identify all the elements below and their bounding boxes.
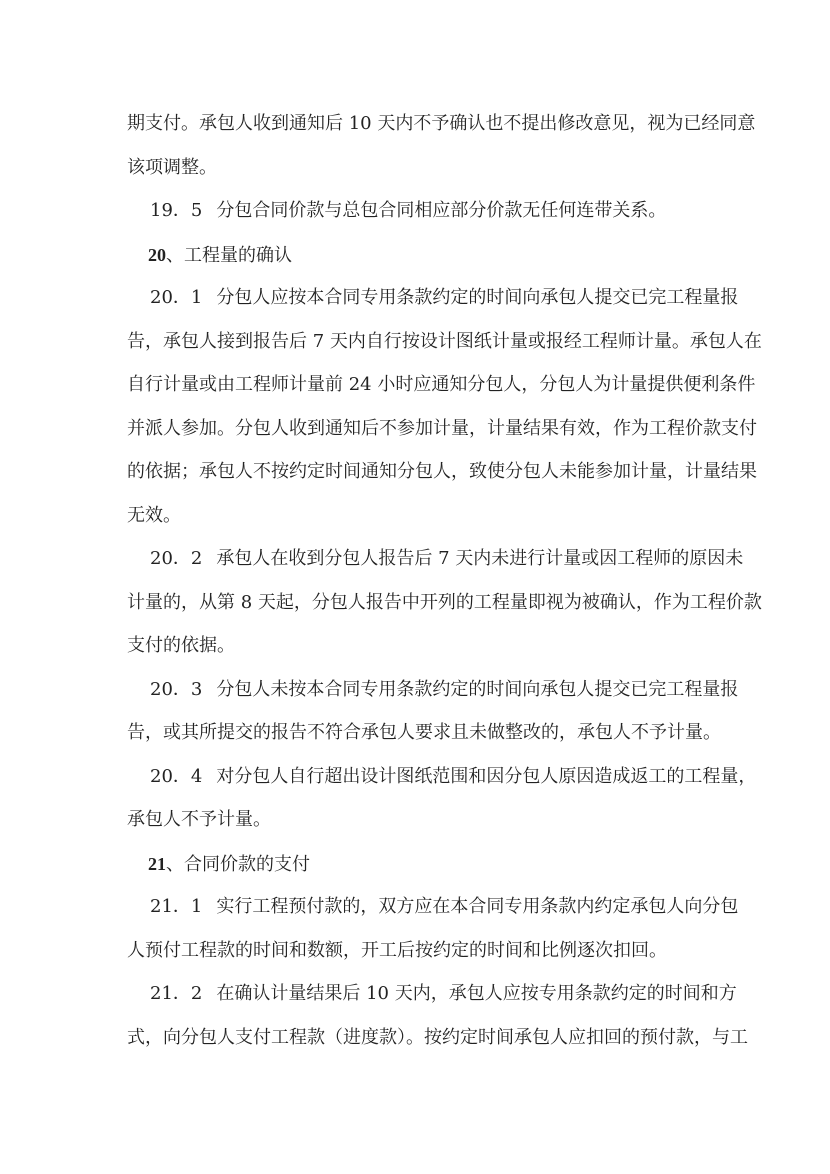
paragraph-line: 告，或其所提交的报告不符合承包人要求且未做整改的，承包人不予计量。 bbox=[127, 722, 721, 743]
clause-20-3 bbox=[150, 678, 739, 702]
paragraph-line: 人预付工程款的时间和数额，开工后按约定的时间和比例逐次扣回。 bbox=[127, 940, 667, 961]
clause-19-5 bbox=[150, 199, 710, 223]
clause-20-1 bbox=[150, 286, 739, 310]
clause-21-1 bbox=[150, 895, 739, 919]
paragraph-line: 并派人参加。分包人收到通知后不参加计量，计量结果有效，作为工程价款支付 bbox=[127, 418, 757, 439]
clause-21-2 bbox=[150, 982, 737, 1006]
heading-number: 21 bbox=[148, 854, 166, 874]
clause-number: 21．1 bbox=[150, 896, 203, 917]
heading-text: 、工程量的确认 bbox=[166, 245, 292, 266]
clause-text: 在确认计量结果后 10 天内，承包人应按专用条款约定的时间和方 bbox=[216, 983, 737, 1004]
paragraph-line: 计量的，从第 8 天起，分包人报告中开列的工程量即视为被确认，作为工程价款 bbox=[127, 592, 762, 613]
clause-number: 20．3 bbox=[150, 679, 203, 700]
clause-text: 对分包人自行超出设计图纸范围和因分包人原因造成返工的工程量， bbox=[216, 766, 757, 787]
clause-number: 21．2 bbox=[150, 983, 203, 1004]
paragraph-line: 承包人不予计量。 bbox=[127, 809, 271, 830]
clause-number: 20．1 bbox=[150, 287, 203, 308]
clause-text: 承包人在收到分包人报告后 7 天内未进行计量或因工程师的原因未 bbox=[216, 548, 744, 569]
paragraph-line: 期支付。承包人收到通知后 10 天内不予确认也不提出修改意见，视为已经同意 bbox=[127, 113, 756, 134]
clause-text: 分包人应按本合同专用条款约定的时间向承包人提交已完工程量报 bbox=[216, 287, 739, 308]
section-heading-21 bbox=[148, 852, 731, 877]
clause-20-4 bbox=[150, 765, 757, 789]
paragraph-line: 支付的依据。 bbox=[127, 635, 235, 656]
section-heading-20 bbox=[148, 243, 731, 268]
paragraph-line: 自行计量或由工程师计量前 24 小时应通知分包人，分包人为计量提供便利条件 bbox=[127, 374, 756, 395]
clause-number: 20．4 bbox=[150, 766, 203, 787]
paragraph-line: 告，承包人接到报告后 7 天内自行按设计图纸计量或报经工程师计量。承包人在 bbox=[127, 331, 762, 352]
clause-number: 20．2 bbox=[150, 548, 203, 569]
clause-20-2 bbox=[150, 547, 744, 571]
clause-text: 分包合同价款与总包合同相应部分价款无任何连带关系。 bbox=[216, 200, 667, 221]
clause-text: 实行工程预付款的，双方应在本合同专用条款内约定承包人向分包 bbox=[216, 896, 739, 917]
paragraph-line: 式，向分包人支付工程款（进度款）。按约定时间承包人应扣回的预付款，与工 bbox=[127, 1027, 748, 1048]
heading-number: 20 bbox=[148, 245, 166, 265]
heading-text: 、合同价款的支付 bbox=[166, 854, 310, 875]
paragraph-line: 的依据；承包人不按约定时间通知分包人，致使分包人未能参加计量，计量结果 bbox=[127, 461, 757, 482]
paragraph-line: 该项调整。 bbox=[127, 157, 217, 178]
clause-text: 分包人未按本合同专用条款约定的时间向承包人提交已完工程量报 bbox=[216, 679, 739, 700]
paragraph-line: 无效。 bbox=[127, 505, 181, 526]
clause-number: 19．5 bbox=[150, 200, 203, 221]
